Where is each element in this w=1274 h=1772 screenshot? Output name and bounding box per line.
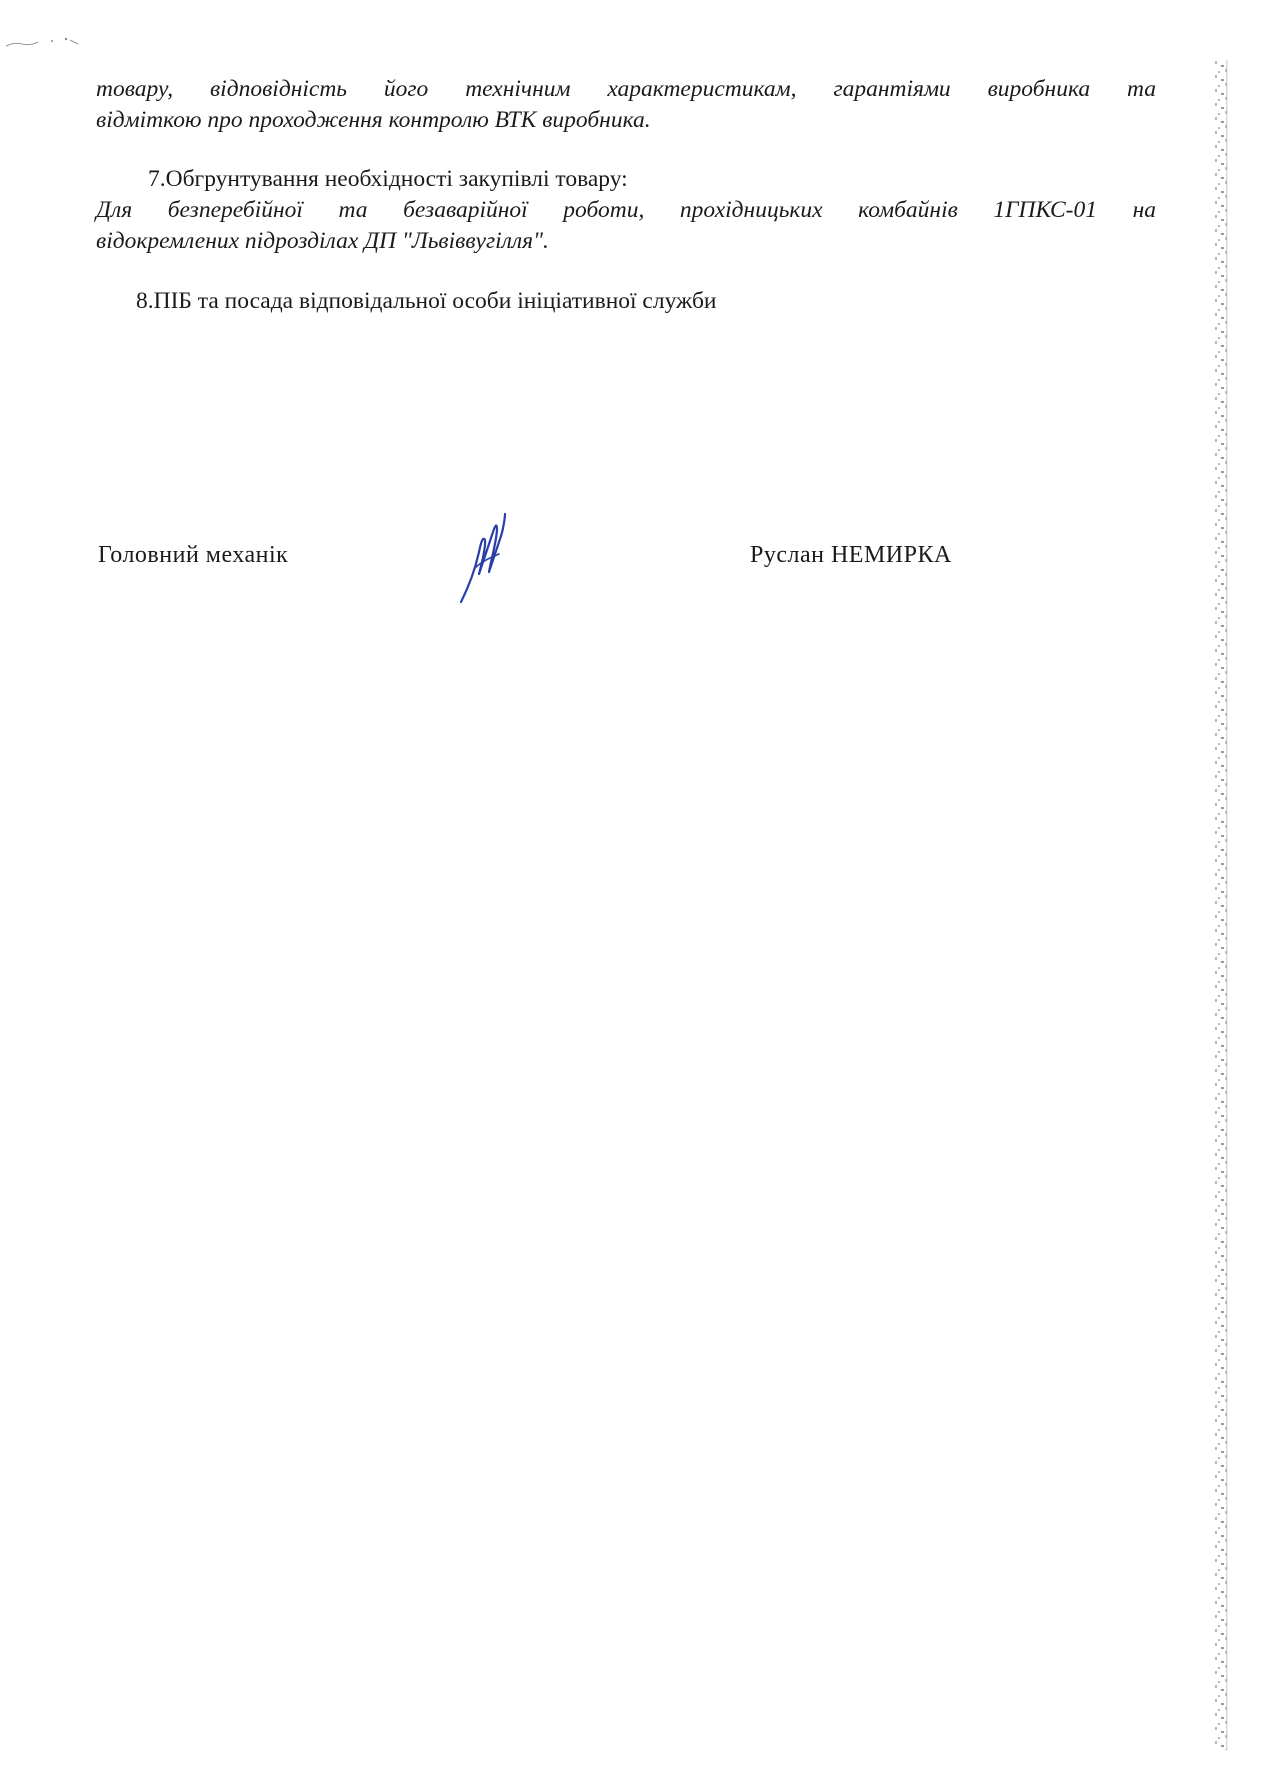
scan-speck-mark [4, 30, 84, 54]
intro-line-1: товару, відповідність його технічним характеристикам, гарантіями виробника та [96, 76, 1156, 102]
section-7-line-1: Для безперебійної та безаварійної роботи, прохідницьких комбайнів 1ГПКС-01 на [96, 197, 1156, 223]
signatory-position: Головний механік [98, 542, 289, 568]
section-8 [96, 286, 1156, 317]
intro-paragraph [96, 74, 1156, 136]
section-8-heading: 8.ПІБ та посада відповідальної особи ініціативної служби [136, 288, 717, 314]
section-7-heading: 7.Обгрунтування необхідності закупівлі товару: [148, 166, 628, 192]
section-7-line-2: відокремлених підрозділах ДП "Львіввугілля". [96, 228, 549, 254]
scan-edge-artifact [1212, 60, 1230, 1750]
signatory-name: Руслан НЕМИРКА [750, 542, 952, 568]
intro-line-2: відміткою про проходження контролю ВТК виробника. [96, 107, 651, 133]
handwritten-signature [455, 510, 515, 610]
section-7 [96, 164, 1156, 257]
